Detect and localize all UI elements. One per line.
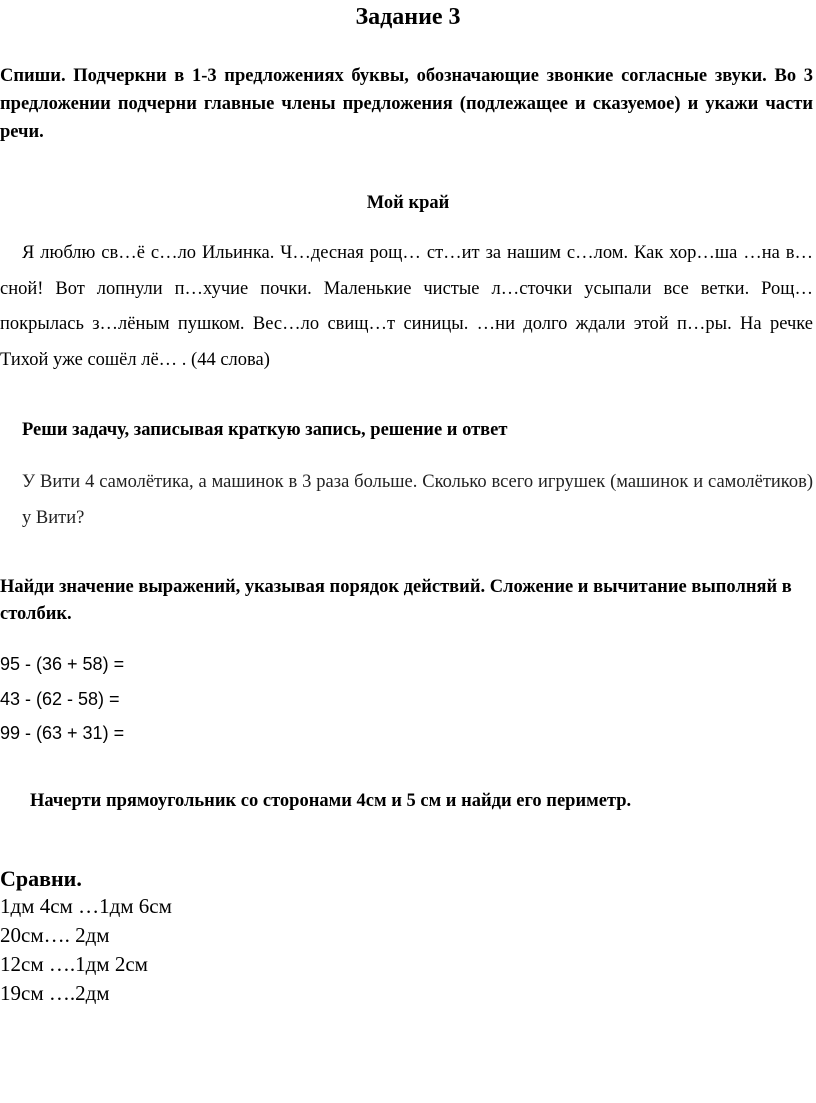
page-title: Задание 3 (355, 4, 461, 30)
compare-item: 12см ….1дм 2см (0, 952, 148, 976)
dictation-text: Я люблю св…ё с…ло Ильинка. Ч…десная рощ… ст…ит за нашим с…лом. Как хор…ша …на в…сной! Вот лопнули п…хучие почки. Маленькие чистые л…сточки усыпали все ветки. Рощ… покрылась з…лёным пушком. Вес…ло свищ…т синицы. …ни долго ждали этой п…ры. На речке Тихой уже сошёл лё… . (44 слова) (0, 243, 813, 370)
rectangle-task: Начерти прямоугольник со сторонами 4см и 5 см и найди его периметр. (30, 791, 632, 811)
expression-item: 43 - (62 - 58) = (0, 688, 120, 709)
dictation-title: Мой край (366, 193, 450, 213)
problem-text: У Вити 4 самолётика, а машинок в 3 раза больше. Сколько всего игрушек (машинок и самолётиков) у Вити? (22, 472, 813, 528)
expression-item: 99 - (63 + 31) = (0, 723, 125, 743)
problem-heading: Реши задачу, записывая краткую запись, решение и ответ (22, 420, 508, 440)
expression-item: 95 - (36 + 58) = (0, 654, 125, 674)
compare-item: 20см…. 2дм (0, 923, 110, 947)
compare-item: 19см ….2дм (0, 981, 110, 1005)
compare-heading: Сравни. (0, 866, 82, 891)
instruction-text: Спиши. Подчеркни в 1-3 предложениях буквы, обозначающие звонкие согласные звуки. Во 3 предложении подчерни главные члены предложения (подлежащее и сказуемое) и укажи части речи. (0, 66, 813, 142)
compare-item: 1дм 4см …1дм 6см (0, 894, 172, 918)
expressions-heading: Найди значение выражений, указывая порядок действий. Сложение и вычитание выполняй в столбик. (0, 577, 792, 624)
expressions-list (0, 647, 124, 751)
compare-list (0, 892, 172, 1008)
